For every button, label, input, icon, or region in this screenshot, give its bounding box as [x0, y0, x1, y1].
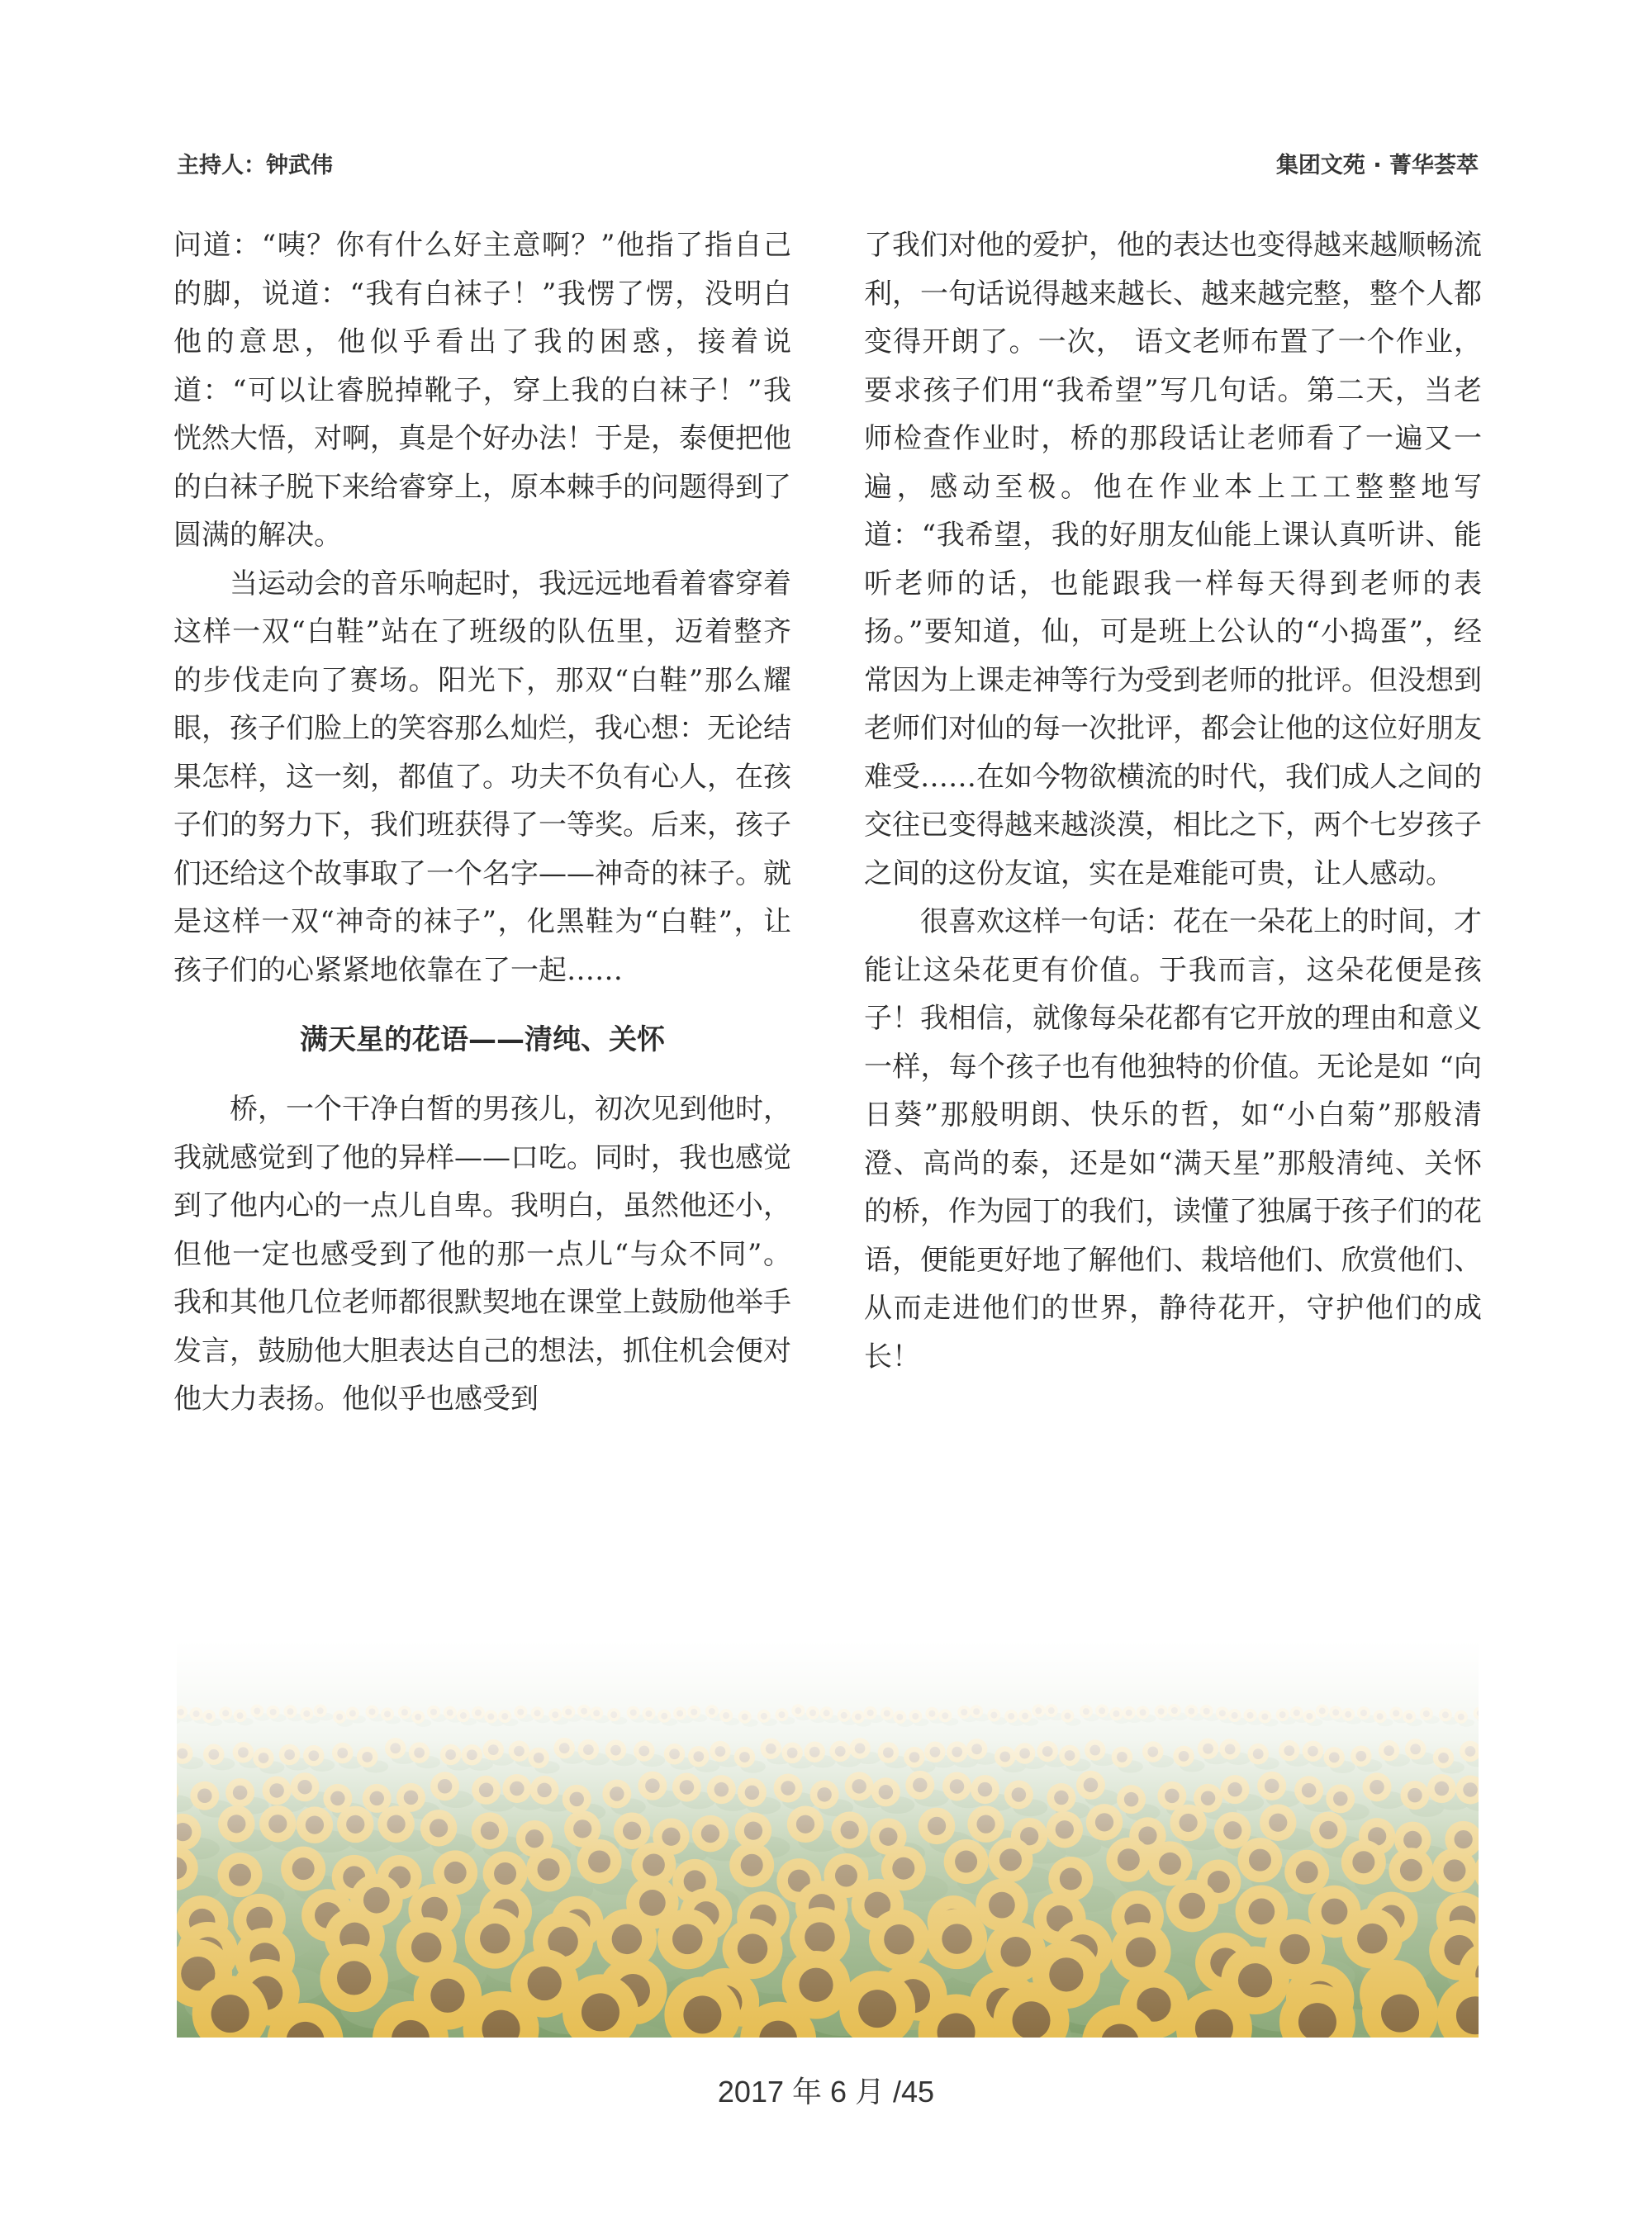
header-host: 主持人：钟武伟 [177, 153, 333, 178]
section-heading: 满天星的花语——清纯、关怀 [300, 1023, 665, 1056]
paragraph: 了我们对他的爱护，他的表达也变得越来越顺畅流利，一句话说得越来越长、越来越完整，整个人都变得开朗了。一次， 语文老师布置了一个作业，要求孩子们用“我希望”写几句话。第二天，当老师检查作业时，桥的那段话让老师看了一遍又一遍，感动至极。他在作业本上工工整整地写道：“我希望，我的好朋友仙能上课认真听讲、能听老师的话，也能跟我一样每天得到老师的表扬。”要知道，仙，可是班上公认的“小捣蛋”，经常因为上课走神等行为受到老师的批评。但没想到老师们对仙的每一次批评，都会让他的这位好朋友难受……在如今物欲横流的时代，我们成人之间的交往已变得越来越淡漠，相比之下，两个七岁孩子之间的这份友谊，实在是难能可贵，让人感动。 [864, 229, 1482, 890]
left-column [173, 221, 791, 1424]
page-footer: 2017 年 6 月 /45 [717, 2075, 935, 2109]
header-section: 集团文苑 · 菁华荟萃 [1275, 153, 1479, 178]
paragraph: 桥，一个干净白皙的男孩儿，初次见到他时，我就感觉到了他的异样——口吃。同时，我也感觉到了他内心的一点儿自卑。我明白，虽然他还小，但他一定也感受到了他的那一点儿“与众不同”。我和其他几位老师都很默契地在课堂上鼓励他举手发言，鼓励他大胆表达自己的想法，抓住机会便对他大力表扬。他似乎也感受到 [173, 1093, 791, 1416]
running-header [177, 147, 1479, 183]
paragraph: 很喜欢这样一句话：花在一朵花上的时间，才能让这朵花更有价值。于我而言，这朵花便是孩子！我相信，就像每朵花都有它开放的理由和意义一样，每个孩子也有他独特的价值。无论是如 “向日葵”那般明朗、快乐的哲，如“小白菊”那般清澄、高尚的泰，还是如“满天星”那般清纯、关怀的桥，作为园丁的我们，读懂了独属于孩子们的花语，便能更好地了解他们、栽培他们、欣赏他们、从而走进他们的世界，静待花开，守护他们的成长！ [864, 905, 1482, 1373]
paragraph: 问道：“咦？你有什么好主意啊？”他指了指自己的脚，说道：“我有白袜子！”我愣了愣，没明白他的意思，他似乎看出了我的困惑，接着说道：“可以让睿脱掉靴子，穿上我的白袜子！”我恍然大悟，对啊，真是个好办法！于是，泰便把他的白袜子脱下来给睿穿上，原本棘手的问题得到了圆满的解决。 [173, 229, 791, 552]
sunflower-field-image [177, 1639, 1479, 2038]
right-column [864, 221, 1482, 1381]
paragraph: 当运动会的音乐响起时，我远远地看着睿穿着这样一双“白鞋”站在了班级的队伍里，迈着整齐的步伐走向了赛场。阳光下，那双“白鞋”那么耀眼，孩子们脸上的笑容那么灿烂，我心想：无论结果怎样，这一刻，都值了。功夫不负有心人，在孩子们的努力下，我们班获得了一等奖。后来，孩子们还给这个故事取了一个名字——神奇的袜子。就是这样一双“神奇的袜子”，化黑鞋为“白鞋”，让孩子们的心紧紧地依靠在了一起…… [173, 567, 791, 987]
